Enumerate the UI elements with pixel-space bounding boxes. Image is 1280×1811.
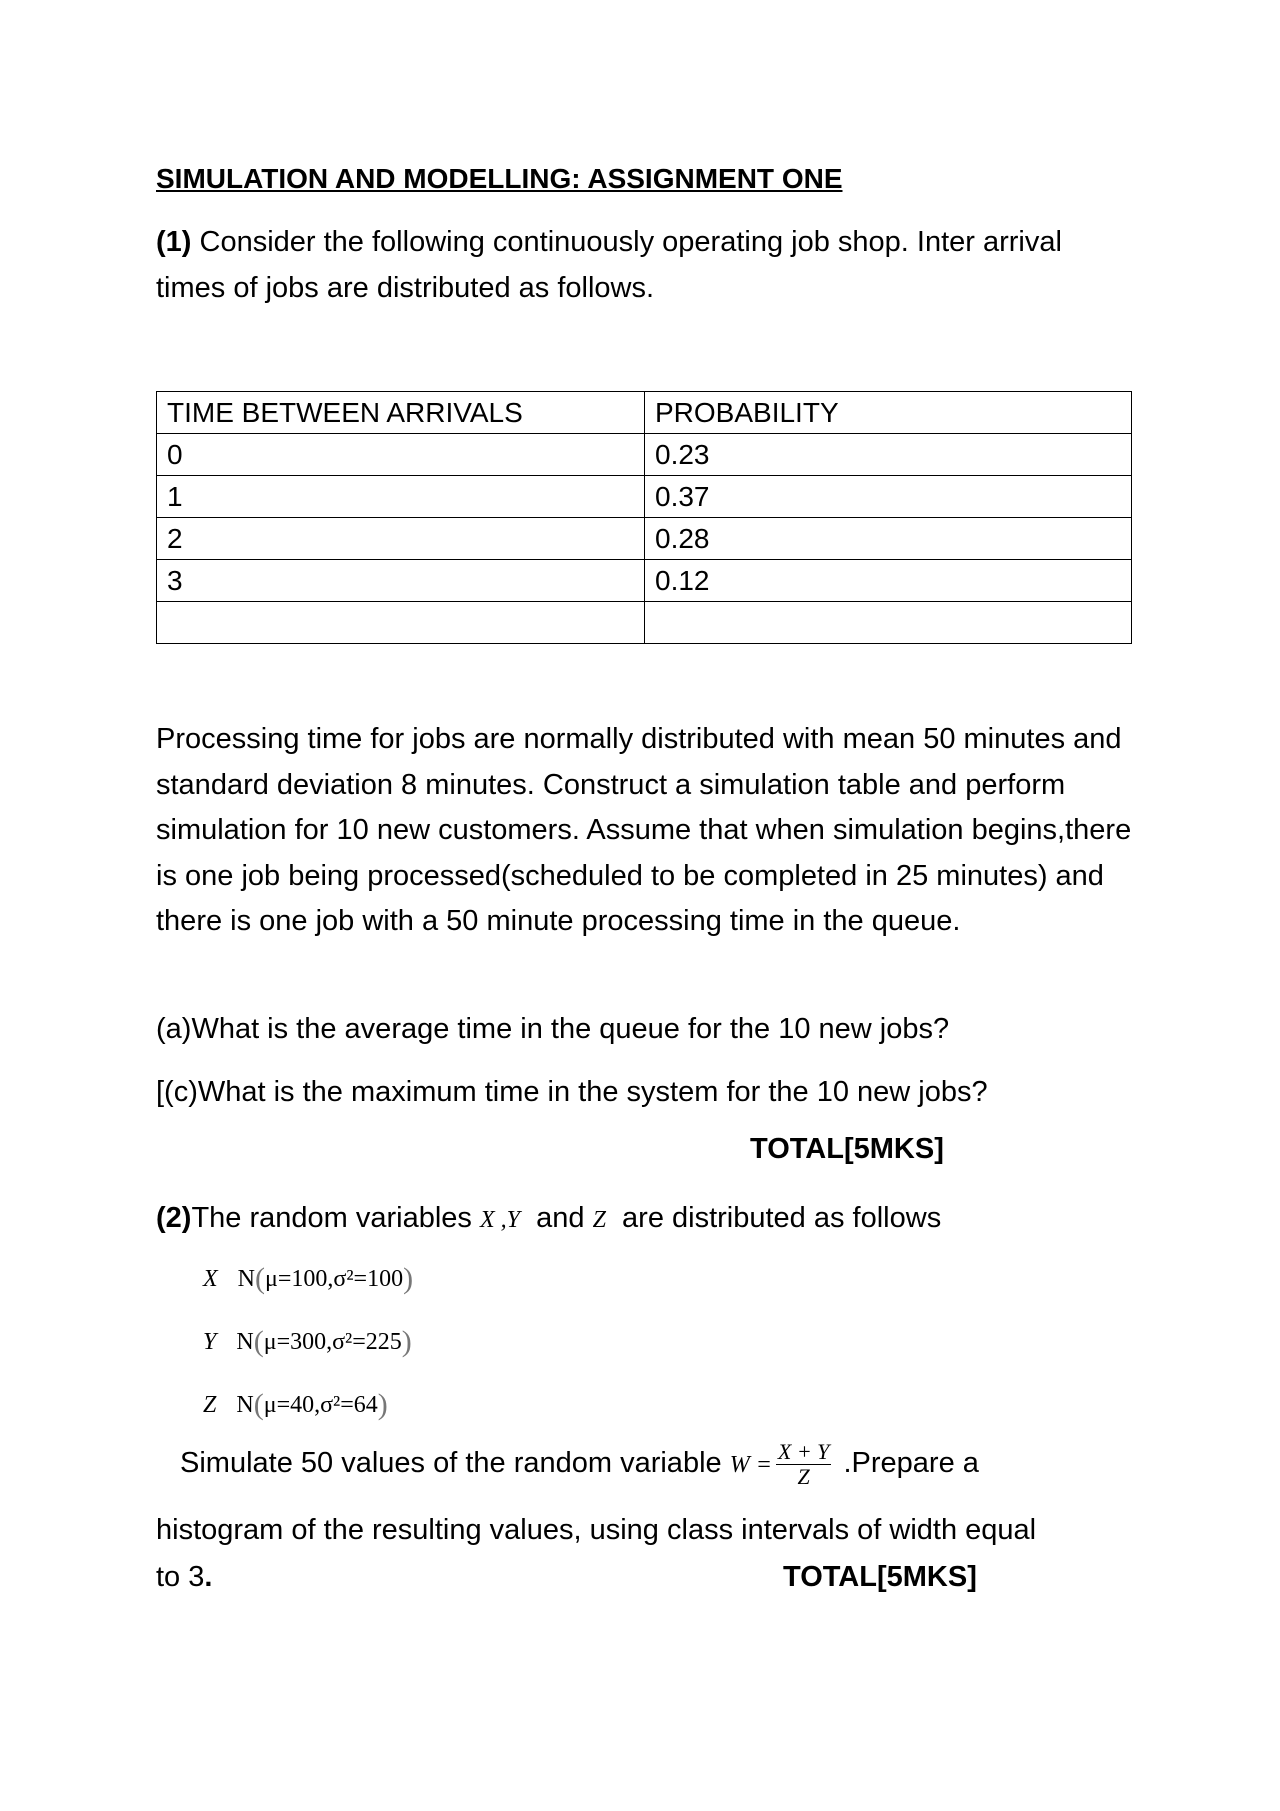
w-denominator: Z <box>797 1464 810 1489</box>
distribution-y: Y N(μ=300,σ²=225) <box>203 1325 412 1358</box>
variable-z: Z <box>592 1207 606 1233</box>
distribution-family: N <box>236 1392 254 1418</box>
variables-x-y: X ,Y <box>479 1207 520 1233</box>
distribution-var: Z <box>203 1392 217 1418</box>
table-header-row <box>157 392 1132 434</box>
table-row <box>157 476 1132 518</box>
header-probability: PROBABILITY <box>645 392 1132 434</box>
table-row <box>157 518 1132 560</box>
probability-cell: 0.23 <box>645 434 1132 476</box>
question-1-total-marks: TOTAL[5MKS] <box>750 1133 944 1165</box>
w-fraction <box>776 1440 832 1489</box>
distribution-params: μ=100,σ²=100 <box>265 1266 404 1292</box>
prepare-text: .Prepare a <box>835 1447 979 1480</box>
time-cell: 0 <box>157 434 645 476</box>
probability-cell: 0.28 <box>645 518 1132 560</box>
time-cell: 3 <box>157 560 645 602</box>
distribution-params: μ=40,σ²=64 <box>263 1392 378 1418</box>
question-2-intro <box>156 1196 1136 1244</box>
question-2-text-end: are distributed as follows <box>613 1202 942 1234</box>
time-cell <box>157 602 645 644</box>
question-2-and: and <box>528 1202 593 1234</box>
table-row <box>157 602 1132 644</box>
assignment-title: SIMULATION AND MODELLING: ASSIGNMENT ONE <box>156 163 843 194</box>
header-time-between-arrivals: TIME BETWEEN ARRIVALS <box>157 392 645 434</box>
w-equals: W = <box>729 1452 772 1479</box>
table-row <box>157 434 1132 476</box>
distribution-family: N <box>237 1266 256 1292</box>
probability-cell <box>645 602 1132 644</box>
probability-cell: 0.12 <box>645 560 1132 602</box>
question-1-part-c: [(c)What is the maximum time in the system for the 10 new jobs? <box>156 1076 988 1108</box>
distribution-var: Y <box>203 1329 217 1355</box>
simulate-text: Simulate 50 values of the random variable <box>180 1447 730 1480</box>
distribution-family: N <box>236 1329 254 1355</box>
distribution-params: μ=300,σ²=225 <box>263 1329 402 1355</box>
probability-cell: 0.37 <box>645 476 1132 518</box>
interval-width-value: to 3 <box>156 1561 205 1593</box>
time-cell: 2 <box>157 518 645 560</box>
table-row <box>157 560 1132 602</box>
histogram-instruction: histogram of the resulting values, using class intervals of width equal <box>156 1514 1037 1546</box>
interval-width-period: . <box>204 1561 213 1593</box>
question-1-number: (1) <box>156 226 192 258</box>
w-numerator: X + Y <box>777 1439 830 1464</box>
time-cell: 1 <box>157 476 645 518</box>
question-1-part-a: (a)What is the average time in the queue for the 10 new jobs? <box>156 1013 950 1045</box>
distribution-var: X <box>203 1266 218 1292</box>
question-2-total-marks: TOTAL[5MKS] <box>783 1561 977 1593</box>
question-2-text-start: The random variables <box>191 1202 480 1234</box>
simulate-instruction <box>180 1440 979 1489</box>
interval-width-text <box>156 1561 212 1594</box>
distribution-x: X N(μ=100,σ²=100) <box>203 1262 414 1295</box>
question-2-number: (2) <box>156 1202 192 1234</box>
question-1-text: Consider the following continuously operating job shop. Inter arrival times of jobs are distributed as follows. <box>156 226 1062 304</box>
processing-time-paragraph: Processing time for jobs are normally distributed with mean 50 minutes and standard deviation 8 minutes. Construct a simulation table and perform simulation for 10 new customers. Assume that when simulation begins,there is one job being processed(scheduled to be completed in 25 minutes) and there is one job with a 50 minute processing time in the queue. <box>156 723 1132 937</box>
distribution-z: Z N(μ=40,σ²=64) <box>203 1388 388 1421</box>
interarrival-table <box>156 391 1132 644</box>
question-1-intro <box>156 220 1136 311</box>
